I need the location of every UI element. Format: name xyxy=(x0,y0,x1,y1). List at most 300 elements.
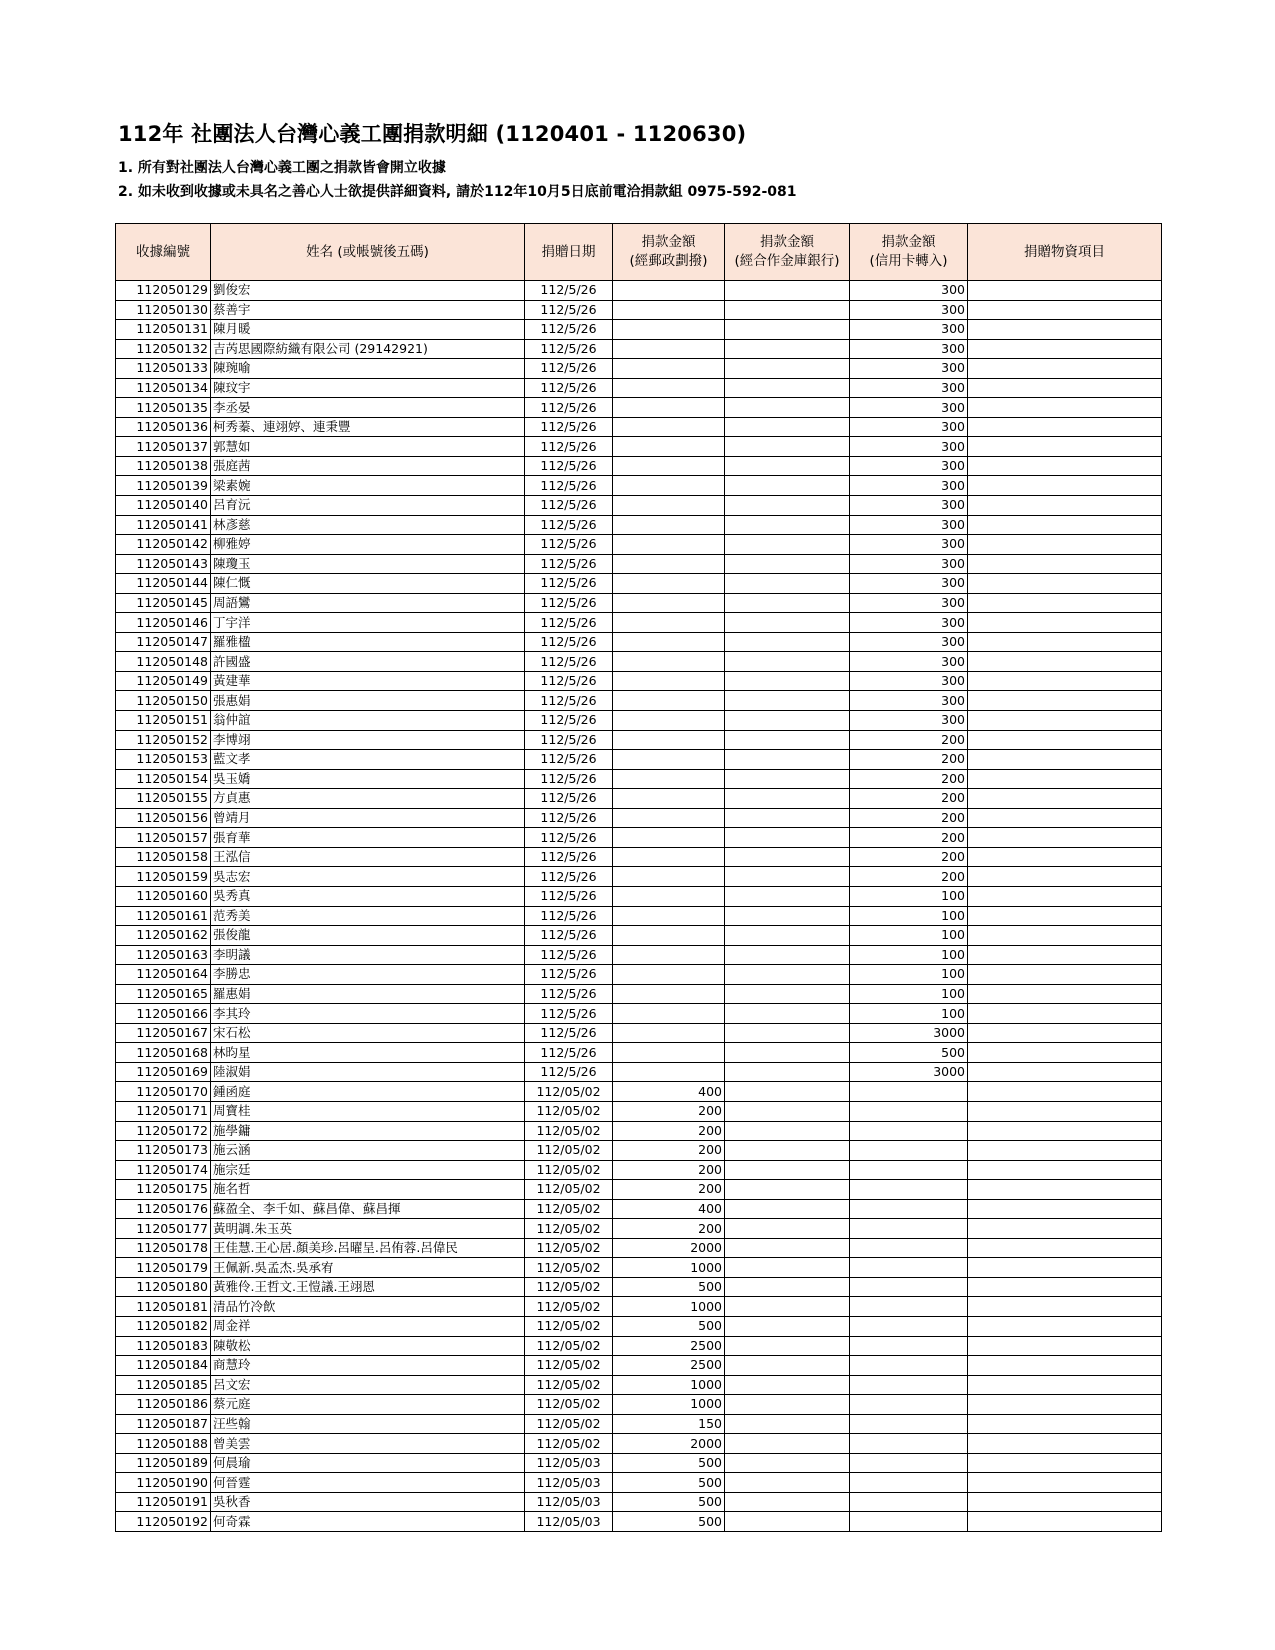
bank-amount-cell xyxy=(725,945,850,965)
card-amount-cell: 3000 xyxy=(850,1062,968,1082)
bank-amount-cell xyxy=(725,320,850,340)
goods-cell xyxy=(968,671,1162,691)
card-amount-cell xyxy=(850,1492,968,1512)
card-amount-cell: 300 xyxy=(850,496,968,516)
table-row xyxy=(116,1473,1162,1493)
goods-cell xyxy=(968,515,1162,535)
donation-date-cell: 112/05/02 xyxy=(525,1219,613,1239)
bank-amount-cell xyxy=(725,1238,850,1258)
postal-amount-cell xyxy=(613,1062,725,1082)
bank-amount-cell xyxy=(725,1199,850,1219)
bank-amount-cell xyxy=(725,593,850,613)
postal-amount-cell: 500 xyxy=(613,1492,725,1512)
bank-amount-cell xyxy=(725,1473,850,1493)
card-amount-cell xyxy=(850,1375,968,1395)
table-row xyxy=(116,1199,1162,1219)
donation-date-cell: 112/5/26 xyxy=(525,652,613,672)
goods-cell xyxy=(968,1082,1162,1102)
bank-amount-cell xyxy=(725,808,850,828)
donation-date-cell: 112/5/26 xyxy=(525,828,613,848)
goods-cell xyxy=(968,965,1162,985)
donation-date-cell: 112/05/02 xyxy=(525,1238,613,1258)
table-row xyxy=(116,906,1162,926)
receipt-no-cell: 112050135 xyxy=(116,398,211,418)
card-amount-cell: 200 xyxy=(850,808,968,828)
receipt-no-cell: 112050153 xyxy=(116,750,211,770)
bank-amount-cell xyxy=(725,1414,850,1434)
bank-amount-cell xyxy=(725,1160,850,1180)
postal-amount-cell: 500 xyxy=(613,1277,725,1297)
bank-amount-cell xyxy=(725,1258,850,1278)
donation-date-cell: 112/5/26 xyxy=(525,945,613,965)
table-row xyxy=(116,515,1162,535)
bank-amount-cell xyxy=(725,476,850,496)
bank-amount-cell xyxy=(725,828,850,848)
donor-name-cell: 陳琬喻 xyxy=(211,359,525,379)
goods-cell xyxy=(968,730,1162,750)
postal-amount-cell xyxy=(613,437,725,457)
donation-date-cell: 112/5/26 xyxy=(525,281,613,301)
postal-amount-cell: 200 xyxy=(613,1141,725,1161)
bank-amount-cell xyxy=(725,1375,850,1395)
donation-date-cell: 112/5/26 xyxy=(525,515,613,535)
donation-date-cell: 112/5/26 xyxy=(525,300,613,320)
bank-amount-cell xyxy=(725,437,850,457)
bank-amount-cell xyxy=(725,1277,850,1297)
postal-amount-cell xyxy=(613,300,725,320)
donor-name-cell: 陳敬松 xyxy=(211,1336,525,1356)
table-row xyxy=(116,339,1162,359)
donation-date-cell: 112/5/26 xyxy=(525,378,613,398)
donor-name-cell: 陸淑娟 xyxy=(211,1062,525,1082)
receipt-no-cell: 112050179 xyxy=(116,1258,211,1278)
goods-cell xyxy=(968,632,1162,652)
receipt-no-cell: 112050169 xyxy=(116,1062,211,1082)
card-amount-cell: 300 xyxy=(850,574,968,594)
goods-cell xyxy=(968,808,1162,828)
bank-amount-cell xyxy=(725,515,850,535)
table-row xyxy=(116,867,1162,887)
postal-amount-cell xyxy=(613,945,725,965)
goods-cell xyxy=(968,1492,1162,1512)
table-row xyxy=(116,711,1162,731)
donor-name-cell: 吳玉嬌 xyxy=(211,769,525,789)
table-row xyxy=(116,847,1162,867)
table-row xyxy=(116,828,1162,848)
goods-cell xyxy=(968,1414,1162,1434)
goods-cell xyxy=(968,886,1162,906)
receipt-no-cell: 112050144 xyxy=(116,574,211,594)
donor-name-cell: 施宗廷 xyxy=(211,1160,525,1180)
postal-amount-cell xyxy=(613,398,725,418)
donation-date-cell: 112/5/26 xyxy=(525,906,613,926)
donor-name-cell: 王泓信 xyxy=(211,847,525,867)
header-card-amount: 捐款金額 (信用卡轉入) xyxy=(850,224,968,281)
postal-amount-cell xyxy=(613,867,725,887)
card-amount-cell xyxy=(850,1101,968,1121)
page-title: 112年 社團法人台灣心義工團捐款明細 (1120401 - 1120630) xyxy=(118,122,747,146)
card-amount-cell: 300 xyxy=(850,456,968,476)
receipt-no-cell: 112050168 xyxy=(116,1043,211,1063)
donation-date-cell: 112/05/02 xyxy=(525,1297,613,1317)
postal-amount-cell: 2500 xyxy=(613,1356,725,1376)
donation-date-cell: 112/05/02 xyxy=(525,1160,613,1180)
donation-date-cell: 112/5/26 xyxy=(525,320,613,340)
donor-name-cell: 何奇霖 xyxy=(211,1512,525,1532)
goods-cell xyxy=(968,1395,1162,1415)
postal-amount-cell xyxy=(613,886,725,906)
postal-amount-cell xyxy=(613,535,725,555)
card-amount-cell xyxy=(850,1434,968,1454)
table-row xyxy=(116,300,1162,320)
table-row xyxy=(116,1141,1162,1161)
goods-cell xyxy=(968,535,1162,555)
postal-amount-cell xyxy=(613,456,725,476)
card-amount-cell: 100 xyxy=(850,906,968,926)
receipt-no-cell: 112050160 xyxy=(116,886,211,906)
receipt-no-cell: 112050165 xyxy=(116,984,211,1004)
donor-name-cell: 陳玟宇 xyxy=(211,378,525,398)
postal-amount-cell: 500 xyxy=(613,1512,725,1532)
goods-cell xyxy=(968,593,1162,613)
table-row xyxy=(116,1219,1162,1239)
card-amount-cell xyxy=(850,1219,968,1239)
donation-date-cell: 112/05/02 xyxy=(525,1414,613,1434)
donation-date-cell: 112/5/26 xyxy=(525,554,613,574)
donation-date-cell: 112/5/26 xyxy=(525,711,613,731)
goods-cell xyxy=(968,320,1162,340)
goods-cell xyxy=(968,711,1162,731)
receipt-no-cell: 112050146 xyxy=(116,613,211,633)
receipt-no-cell: 112050191 xyxy=(116,1492,211,1512)
card-amount-cell: 300 xyxy=(850,652,968,672)
postal-amount-cell xyxy=(613,1004,725,1024)
card-amount-cell xyxy=(850,1277,968,1297)
goods-cell xyxy=(968,437,1162,457)
donor-name-cell: 羅惠娟 xyxy=(211,984,525,1004)
receipt-no-cell: 112050182 xyxy=(116,1316,211,1336)
postal-amount-cell: 400 xyxy=(613,1199,725,1219)
receipt-no-cell: 112050136 xyxy=(116,417,211,437)
postal-amount-cell xyxy=(613,750,725,770)
donor-name-cell: 陳仁慨 xyxy=(211,574,525,594)
donor-name-cell: 陳月暖 xyxy=(211,320,525,340)
donor-name-cell: 李博翊 xyxy=(211,730,525,750)
bank-amount-cell xyxy=(725,886,850,906)
table-row xyxy=(116,789,1162,809)
donor-name-cell: 羅雅楹 xyxy=(211,632,525,652)
donation-date-cell: 112/05/02 xyxy=(525,1375,613,1395)
bank-amount-cell xyxy=(725,554,850,574)
table-row xyxy=(116,281,1162,301)
header-bank-amount: 捐款金額 (經合作金庫銀行) xyxy=(725,224,850,281)
table-row xyxy=(116,1512,1162,1532)
card-amount-cell xyxy=(850,1160,968,1180)
card-amount-cell xyxy=(850,1414,968,1434)
donation-date-cell: 112/05/02 xyxy=(525,1180,613,1200)
receipt-no-cell: 112050163 xyxy=(116,945,211,965)
donation-date-cell: 112/5/26 xyxy=(525,886,613,906)
card-amount-cell xyxy=(850,1453,968,1473)
table-row xyxy=(116,1395,1162,1415)
postal-amount-cell xyxy=(613,632,725,652)
donor-name-cell: 曾靖月 xyxy=(211,808,525,828)
card-amount-cell xyxy=(850,1512,968,1532)
donation-date-cell: 112/5/26 xyxy=(525,789,613,809)
donation-date-cell: 112/5/26 xyxy=(525,574,613,594)
bank-amount-cell xyxy=(725,535,850,555)
bank-amount-cell xyxy=(725,1180,850,1200)
receipt-no-cell: 112050170 xyxy=(116,1082,211,1102)
donor-name-cell: 張育華 xyxy=(211,828,525,848)
table-row xyxy=(116,1160,1162,1180)
receipt-no-cell: 112050131 xyxy=(116,320,211,340)
donation-date-cell: 112/5/26 xyxy=(525,808,613,828)
donation-date-cell: 112/5/26 xyxy=(525,1062,613,1082)
table-row xyxy=(116,1375,1162,1395)
header-goods: 捐贈物資項目 xyxy=(968,224,1162,281)
goods-cell xyxy=(968,691,1162,711)
goods-cell xyxy=(968,867,1162,887)
table-row xyxy=(116,750,1162,770)
receipt-no-cell: 112050187 xyxy=(116,1414,211,1434)
postal-amount-cell xyxy=(613,789,725,809)
goods-cell xyxy=(968,398,1162,418)
table-row xyxy=(116,1434,1162,1454)
bank-amount-cell xyxy=(725,906,850,926)
donation-date-cell: 112/05/02 xyxy=(525,1356,613,1376)
card-amount-cell: 300 xyxy=(850,613,968,633)
receipt-no-cell: 112050172 xyxy=(116,1121,211,1141)
table-row xyxy=(116,574,1162,594)
card-amount-cell: 100 xyxy=(850,945,968,965)
table-row xyxy=(116,1043,1162,1063)
table-row xyxy=(116,1180,1162,1200)
donor-name-cell: 黃明調.朱玉英 xyxy=(211,1219,525,1239)
goods-cell xyxy=(968,339,1162,359)
table-row xyxy=(116,965,1162,985)
card-amount-cell: 300 xyxy=(850,437,968,457)
bank-amount-cell xyxy=(725,847,850,867)
table-row xyxy=(116,1277,1162,1297)
postal-amount-cell xyxy=(613,1043,725,1063)
postal-amount-cell: 400 xyxy=(613,1082,725,1102)
card-amount-cell xyxy=(850,1297,968,1317)
table-row xyxy=(116,554,1162,574)
goods-cell xyxy=(968,906,1162,926)
bank-amount-cell xyxy=(725,1219,850,1239)
table-row xyxy=(116,417,1162,437)
donor-name-cell: 李勝忠 xyxy=(211,965,525,985)
receipt-no-cell: 112050178 xyxy=(116,1238,211,1258)
donation-date-cell: 112/5/26 xyxy=(525,535,613,555)
goods-cell xyxy=(968,476,1162,496)
goods-cell xyxy=(968,613,1162,633)
card-amount-cell: 300 xyxy=(850,593,968,613)
goods-cell xyxy=(968,300,1162,320)
postal-amount-cell: 2500 xyxy=(613,1336,725,1356)
postal-amount-cell: 200 xyxy=(613,1101,725,1121)
donor-name-cell: 蔡元庭 xyxy=(211,1395,525,1415)
donation-date-cell: 112/05/02 xyxy=(525,1258,613,1278)
bank-amount-cell xyxy=(725,926,850,946)
bank-amount-cell xyxy=(725,769,850,789)
donation-date-cell: 112/5/26 xyxy=(525,613,613,633)
postal-amount-cell xyxy=(613,476,725,496)
card-amount-cell xyxy=(850,1258,968,1278)
goods-cell xyxy=(968,1180,1162,1200)
postal-amount-cell: 200 xyxy=(613,1219,725,1239)
postal-amount-cell xyxy=(613,691,725,711)
header-date: 捐贈日期 xyxy=(525,224,613,281)
table-row xyxy=(116,652,1162,672)
card-amount-cell xyxy=(850,1316,968,1336)
card-amount-cell: 100 xyxy=(850,926,968,946)
donor-name-cell: 汪些翰 xyxy=(211,1414,525,1434)
donation-date-cell: 112/5/26 xyxy=(525,1043,613,1063)
table-row xyxy=(116,320,1162,340)
donor-name-cell: 郭慧如 xyxy=(211,437,525,457)
receipt-no-cell: 112050164 xyxy=(116,965,211,985)
receipt-no-cell: 112050180 xyxy=(116,1277,211,1297)
card-amount-cell xyxy=(850,1082,968,1102)
bank-amount-cell xyxy=(725,652,850,672)
donation-date-cell: 112/05/02 xyxy=(525,1395,613,1415)
card-amount-cell: 300 xyxy=(850,515,968,535)
bank-amount-cell xyxy=(725,1121,850,1141)
table-row xyxy=(116,398,1162,418)
postal-amount-cell xyxy=(613,906,725,926)
receipt-no-cell: 112050157 xyxy=(116,828,211,848)
donor-name-cell: 方貞惠 xyxy=(211,789,525,809)
goods-cell xyxy=(968,1121,1162,1141)
donor-name-cell: 張惠娟 xyxy=(211,691,525,711)
goods-cell xyxy=(968,1434,1162,1454)
card-amount-cell: 300 xyxy=(850,339,968,359)
bank-amount-cell xyxy=(725,1141,850,1161)
donor-name-cell: 藍文孝 xyxy=(211,750,525,770)
donor-name-cell: 周寶桂 xyxy=(211,1101,525,1121)
goods-cell xyxy=(968,1316,1162,1336)
receipt-no-cell: 112050139 xyxy=(116,476,211,496)
card-amount-cell xyxy=(850,1180,968,1200)
receipt-no-cell: 112050129 xyxy=(116,281,211,301)
table-row xyxy=(116,593,1162,613)
receipt-no-cell: 112050158 xyxy=(116,847,211,867)
table-row xyxy=(116,1492,1162,1512)
bank-amount-cell xyxy=(725,789,850,809)
donation-date-cell: 112/5/26 xyxy=(525,847,613,867)
table-row xyxy=(116,632,1162,652)
receipt-no-cell: 112050161 xyxy=(116,906,211,926)
goods-cell xyxy=(968,1375,1162,1395)
postal-amount-cell xyxy=(613,769,725,789)
goods-cell xyxy=(968,1219,1162,1239)
donor-name-cell: 林彥慈 xyxy=(211,515,525,535)
donation-date-cell: 112/05/03 xyxy=(525,1492,613,1512)
donation-date-cell: 112/5/26 xyxy=(525,750,613,770)
goods-cell xyxy=(968,1356,1162,1376)
card-amount-cell: 100 xyxy=(850,984,968,1004)
card-amount-cell: 300 xyxy=(850,417,968,437)
card-amount-cell xyxy=(850,1141,968,1161)
goods-cell xyxy=(968,574,1162,594)
table-row xyxy=(116,1121,1162,1141)
bank-amount-cell xyxy=(725,1356,850,1376)
receipt-no-cell: 112050166 xyxy=(116,1004,211,1024)
card-amount-cell: 200 xyxy=(850,847,968,867)
postal-amount-cell: 1000 xyxy=(613,1395,725,1415)
card-amount-cell xyxy=(850,1238,968,1258)
bank-amount-cell xyxy=(725,456,850,476)
donor-name-cell: 施云涵 xyxy=(211,1141,525,1161)
donor-name-cell: 蘇盈全、李千如、蘇昌偉、蘇昌揮 xyxy=(211,1199,525,1219)
donation-date-cell: 112/05/02 xyxy=(525,1141,613,1161)
donor-name-cell: 李明議 xyxy=(211,945,525,965)
receipt-no-cell: 112050142 xyxy=(116,535,211,555)
table-row xyxy=(116,808,1162,828)
donor-name-cell: 吳志宏 xyxy=(211,867,525,887)
receipt-no-cell: 112050151 xyxy=(116,711,211,731)
donation-date-cell: 112/5/26 xyxy=(525,632,613,652)
receipt-no-cell: 112050152 xyxy=(116,730,211,750)
receipt-no-cell: 112050190 xyxy=(116,1473,211,1493)
receipt-no-cell: 112050130 xyxy=(116,300,211,320)
bank-amount-cell xyxy=(725,339,850,359)
donor-name-cell: 李丞晏 xyxy=(211,398,525,418)
card-amount-cell: 100 xyxy=(850,965,968,985)
table-row xyxy=(116,926,1162,946)
bank-amount-cell xyxy=(725,613,850,633)
table-row xyxy=(116,769,1162,789)
postal-amount-cell: 1000 xyxy=(613,1375,725,1395)
donation-date-cell: 112/5/26 xyxy=(525,339,613,359)
goods-cell xyxy=(968,1297,1162,1317)
bank-amount-cell xyxy=(725,1492,850,1512)
receipt-no-cell: 112050143 xyxy=(116,554,211,574)
table-row xyxy=(116,535,1162,555)
postal-amount-cell xyxy=(613,652,725,672)
donor-name-cell: 黃雅伶.王哲文.王愷議.王翊恩 xyxy=(211,1277,525,1297)
donor-name-cell: 翁仲誼 xyxy=(211,711,525,731)
receipt-no-cell: 112050173 xyxy=(116,1141,211,1161)
card-amount-cell xyxy=(850,1121,968,1141)
bank-amount-cell xyxy=(725,632,850,652)
donation-date-cell: 112/05/02 xyxy=(525,1434,613,1454)
goods-cell xyxy=(968,1277,1162,1297)
receipt-no-cell: 112050132 xyxy=(116,339,211,359)
receipt-no-cell: 112050159 xyxy=(116,867,211,887)
table-row xyxy=(116,1453,1162,1473)
donor-name-cell: 何晉霆 xyxy=(211,1473,525,1493)
donor-name-cell: 丁宇洋 xyxy=(211,613,525,633)
bank-amount-cell xyxy=(725,1004,850,1024)
goods-cell xyxy=(968,456,1162,476)
card-amount-cell: 300 xyxy=(850,535,968,555)
bank-amount-cell xyxy=(725,750,850,770)
receipt-no-cell: 112050176 xyxy=(116,1199,211,1219)
donor-name-cell: 吉芮思國際紡織有限公司 (29142921) xyxy=(211,339,525,359)
goods-cell xyxy=(968,359,1162,379)
goods-cell xyxy=(968,1160,1162,1180)
table-row xyxy=(116,730,1162,750)
donor-name-cell: 柯秀蓁、連翊婷、連秉豐 xyxy=(211,417,525,437)
card-amount-cell: 300 xyxy=(850,476,968,496)
goods-cell xyxy=(968,1473,1162,1493)
postal-amount-cell: 500 xyxy=(613,1453,725,1473)
card-amount-cell xyxy=(850,1356,968,1376)
postal-amount-cell xyxy=(613,320,725,340)
